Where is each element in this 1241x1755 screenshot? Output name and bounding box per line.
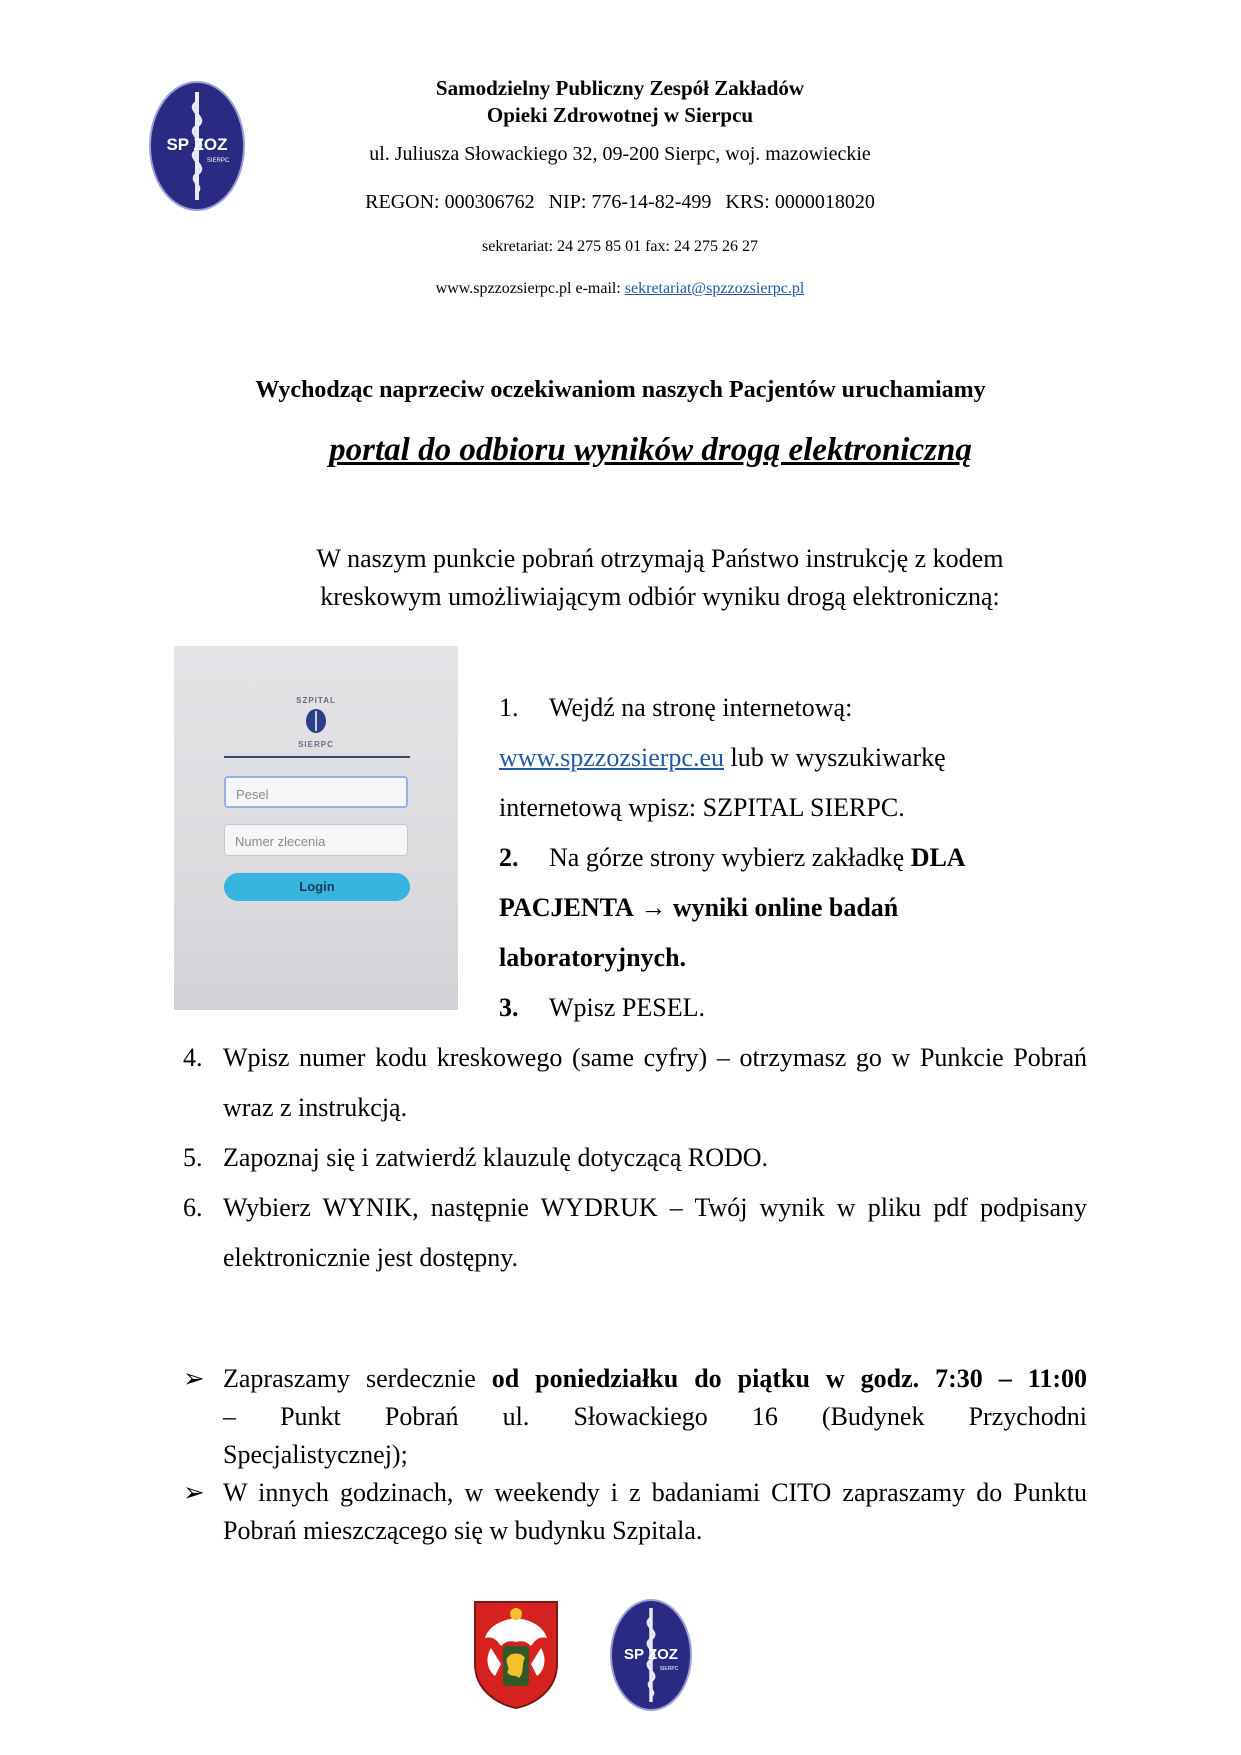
spzoz-footer-logo <box>609 1598 693 1712</box>
org-name <box>300 75 940 129</box>
svg-text:SP ZOZ: SP ZOZ <box>166 135 228 154</box>
photo-hospital-logo <box>305 708 327 734</box>
intro-line-1: W naszym punkcie pobrań otrzymają Państwo instrukcję z kodem <box>316 544 1004 573</box>
step-2-cont-2: laboratoryjnych. <box>499 943 687 972</box>
step-1-cont: www.spzzozsierpc.eu lub w wyszukiwarkę <box>499 743 946 772</box>
step-4: 4. Wpisz numer kodu kreskowego (same cyfry) – otrzymasz go w Punkcie Pobrań wraz z instrukcją. <box>183 1043 1087 1122</box>
nip: NIP: 776-14-82-499 <box>548 191 712 213</box>
email-link[interactable]: sekretariat@spzzozsierpc.pl <box>624 280 805 297</box>
photo-order-field: Numer zlecenia <box>224 824 408 856</box>
regon: REGON: 000306762 <box>365 191 535 213</box>
photo-pesel-field: Pesel <box>224 776 408 808</box>
krs: KRS: 0000018020 <box>725 191 875 213</box>
steps-list-top <box>499 683 1099 1033</box>
step-2: 2. Na górze strony wybierz zakładkę DLA <box>499 843 966 872</box>
org-name-line-2: Opieki Zdrowotnej w Sierpcu <box>486 103 754 127</box>
announcement-title: portal do odbioru wyników drogą elektroniczną <box>329 432 972 468</box>
announcement-lead: Wychodząc naprzeciw oczekiwaniom naszych Pacjentów uruchamiamy <box>255 377 986 403</box>
step-1-cont-2: internetową wpisz: SZPITAL SIERPC. <box>499 793 905 822</box>
email-label: e-mail: <box>575 280 621 297</box>
step-2-cont: PACJENTA → wyniki online badań <box>499 893 899 922</box>
bullet-hours: ➢ Zapraszamy serdecznie od poniedziałku do piątku w godz. 7:30 – 11:00 – Punkt Pobrań ul. Słowackiego 16 (Budynek Przychodni Specjalistycznej); <box>183 1360 1087 1474</box>
org-registry <box>300 191 940 214</box>
svg-text:SP ZOZ: SP ZOZ <box>624 1646 678 1663</box>
photo-brand-top: SZPITAL <box>296 696 336 705</box>
step-5: 5. Zapoznaj się i zatwierdź klauzulę dotyczącą RODO. <box>183 1143 769 1172</box>
photo-brand-bottom: SIERPC <box>298 740 334 749</box>
spzoz-logo <box>148 80 246 212</box>
login-screen-photo <box>174 646 458 1010</box>
arrow-icon: → <box>640 893 667 922</box>
svg-text:SIERPC: SIERPC <box>206 158 230 164</box>
opening-hours <box>183 1360 1087 1550</box>
steps-list-bottom <box>183 1033 1087 1283</box>
arrow-bullet-icon: ➢ <box>183 1364 205 1393</box>
website-text: www.spzzozsierpc.pl <box>435 280 572 297</box>
svg-text:SIERPC: SIERPC <box>659 1666 679 1672</box>
step-6: 6. Wybierz WYNIK, następnie WYDRUK – Twój wynik w pliku pdf podpisany elektronicznie jest dostępny. <box>183 1193 1087 1272</box>
intro-line-2: kreskowym umożliwiającym odbiór wyniku drogą elektroniczną: <box>320 582 1000 611</box>
announcement-intro <box>160 540 1160 616</box>
org-contact <box>300 280 940 298</box>
org-name-line-1: Samodzielny Publiczny Zespół Zakładów <box>435 76 805 100</box>
county-crest-icon <box>471 1598 561 1710</box>
bullet-other-hours: ➢ W innych godzinach, w weekendy i z badaniami CITO zapraszamy do Punktu Pobrań mieszczącego się w budynku Szpitala. <box>183 1474 1087 1550</box>
step-3: 3. Wpisz PESEL. <box>499 993 705 1022</box>
arrow-bullet-icon: ➢ <box>183 1478 205 1507</box>
org-address: ul. Juliusza Słowackiego 32, 09-200 Sierpc, woj. mazowieckie <box>369 143 871 165</box>
photo-divider <box>224 756 410 758</box>
photo-login-button: Login <box>224 873 410 901</box>
step-1: 1. Wejdź na stronę internetową: <box>499 693 853 722</box>
org-phones: sekretariat: 24 275 85 01 fax: 24 275 26 27 <box>482 238 758 255</box>
portal-link[interactable]: www.spzzozsierpc.eu <box>499 743 724 772</box>
